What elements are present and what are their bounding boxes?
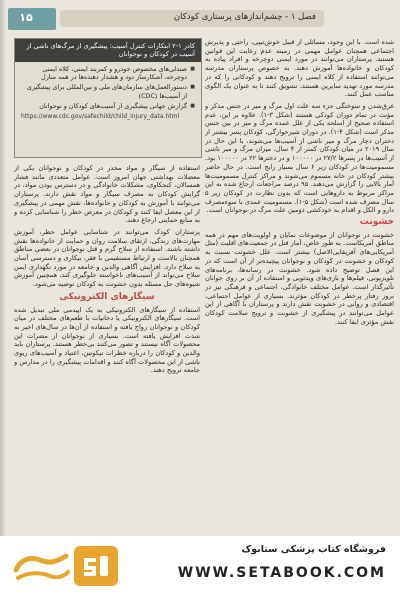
box-bullet-item: ■ دستورالعمل‌های سازمان‌های ملی و بین‌المللی برای پیشگیری از آسیب‌ها (CDC) bbox=[21, 83, 195, 100]
store-name: فروشگاه کتاب پزشکی ستابوک bbox=[241, 544, 386, 555]
box-source-url: https://www.cdc.gov/safechild/child_injury_data.html bbox=[21, 112, 180, 120]
page-binding-shadow bbox=[0, 0, 6, 536]
box-bullet-item: ■ صندلی‌های مخصوص خودرو و کمربند ایمنی، کلاه ایمنی دوچرخه، آشکارساز دود و هشدار دهنده‌ها در همه منازل bbox=[21, 65, 195, 82]
paragraph: شده است. با این وجود، مسائلی از قبیل خوش‌تیپی، راحتی و پذیرش اجتماعی همچنان عوامل مهمی در زمینه عدم رعایت این قوانین هستند. پرستاران می‌توانند در مورد ایمنی دوچرخه و افراد پیاده به کودکان و خانواده‌ها آموزش دهند. به خصوص پرستاران مدرسه می‌توانند استفاده از کلاه ایمنی را ترویج دهند و کودکانی را که در مدرسه مورد تهدید سایرین هستند، تشویق کنند تا به عنوان یک الگوی مناسب عمل کنند. bbox=[205, 38, 394, 99]
paragraph: استفاده از سیگار و مواد مخدر در کودکان و نوجوانان یکی از معضلات بهداشتی جهان امروز است. عوامل متعددی مانند فشار همسالان، کنجکاوی، مشکلات خانوادگی و در دسترس بودن مواد، در گرایش کودکان به مصرف سیگار و مواد نقش دارند. پرستاران می‌توانند با آموزش به کودکان و خانواده‌ها، نقش مهمی در پیشگیری از این معضل ایفا کنند و کودکان در معرض خطر را شناسایی کرده و به منابع حمایتی ارجاع دهند. bbox=[14, 164, 200, 225]
section-heading-e-cigarettes: سیگارهای الکترونیکی bbox=[59, 291, 155, 302]
paragraph: پرستاران کودک می‌توانند در شناسایی عوامل خطر، آموزش مهارت‌های زندگی، ارتقای سلامت روان و حمایت از خانواده‌ها نقش داشته باشند. استفاده از سلاح گرم و قتل نوجوانان در بعضی مناطق همچنان بالاست و ارتباط مستقیمی با فقر، بیکاری و دسترسی آسان به سلاح دارد. افزایش آگاهی والدین و جامعه در مورد نگهداری ایمن سلاح می‌تواند از آسیب‌های ناخواسته جلوگیری کند. همچنین آموزش شیوه‌های حل مسئله بدون خشونت به کودکان توصیه می‌شود. bbox=[14, 227, 200, 289]
box-bullet-item: ■ گزارش جهانی پیشگیری از آسیب‌های کودکان و نوجوانان bbox=[21, 102, 195, 110]
left-text-column bbox=[14, 164, 200, 529]
page-number: ۱۵ bbox=[19, 11, 33, 24]
paragraph: غرق‌شدن و سوختگی جزء سه علت اول مرگ و میر در جنس مذکر و مؤنث در تمام دوران کودکی هستند (شکل ۳-۱). علاوه بر این، عدم استفاده صحیح از اسلحه یکی از علل عمده مرگ و میر در بین جنس مذکر است (شکل ۴-۱). در دوران شیرخوارگی، کودکان پسر بیشتر از دختران دچار مرگ و میر ناشی از آسیب‌ها می‌شوند، با این حال در سال ۲۰۱۹ در میان کودکان کمتر از ۴ سال، میزان مرگ و میر ناشی از آسیب‌ها در پسرها ۲۷/۲ در ۱۰۰۰۰۰ و در دخترها ۲۲ در ۱۰۰۰۰۰ بود. مسمومیت‌ها در کودکان زیر ۶ سال بسیار رایج است. در حال حاضر بیشتر کودکان در خانه مسموم می‌شوند و مراکز کنترل مسمومیت‌ها آمار بالایی را گزارش می‌دهند. ۹۵ درصد مراجعات ارجاع شده به این مراکز مربوط به داروهایی است که بدون نظارت در کودکان زیر ۵ سال مصرف شده است (شکل ۵-۱). مسمومیت عمدی با سوءمصرف دارو و الکل و اقدام به خودکشی دومین علت مرگ در نوجوانان است. bbox=[205, 101, 394, 215]
chapter-header bbox=[0, 6, 400, 32]
section-heading-violence: خشونت bbox=[359, 217, 394, 228]
right-text-column bbox=[205, 38, 394, 490]
box-heading: کادر ۱-۲ ابتکارات کنترل آسیب: پیشگیری از مرگ‌های ناشی از آسیب در کودکان و نوجوانان bbox=[15, 39, 201, 62]
store-url[interactable]: WWW.SETABOOK.COM bbox=[177, 565, 386, 581]
injury-control-box bbox=[14, 38, 202, 158]
paragraph: خشونت در نوجوانان از موضوعات نمایان و اولویت‌های مهم در همه مناطق آمریکاست. به طور خاص، آمار قتل در جمعیت‌های اقلیت (مثل آمریکایی‌های آفریقایی‌الاصل) بیشتر است. علل خشونت نسبت به کودکان و خشونت در کودکان و نوجوانان پیچیده‌تر از آن است که در این فصل توضیح داده شود. خشونت در رسانه‌ها، برنامه‌های تلویزیونی، فیلم‌ها و بازی‌های ویدئویی و استفاده از آن بر روی جوانان تأثیرگذار است. عوامل مختلف خانوادگی، اجتماعی و فرهنگی نیز در بروز رفتار پرخطر در کودکان مؤثرند. بسیاری از عوامل اجتماعی، اقتصادی و روانی در خشونت نقش دارند و پرستاران با آگاهی از این عوامل می‌توانند در پیشگیری از خشونت و ترویج سلامت کودکان نقش مؤثری ایفا کنند. bbox=[205, 230, 394, 326]
paragraph: استفاده از سیگارهای الکترونیکی به یک اپیدمی ملی تبدیل شده است. سیگارهای الکترونیکی یا دخانیات با طعم‌های مختلف در میان کودکان و نوجوانان رواج یافته و استفاده از آن‌ها در سال‌های اخیر به شدت افزایش یافته است. بسیاری از نوجوانان از مضرات این محصولات آگاه نیستند و تصور می‌کنند بی‌خطر هستند. پرستاران باید والدین و کودکان را درباره خطرات نیکوتین، اعتیاد و آسیب‌های ریوی ناشی از این محصولات آگاه کنند و اقدامات پیشگیری را در مدارس و جامعه ترویج دهند. bbox=[14, 305, 200, 375]
setabook-logo-icon bbox=[10, 542, 122, 590]
chapter-title: فصل ۱ - چشم‌اندازهای پرستاری کودکان bbox=[173, 12, 316, 22]
box-body bbox=[15, 62, 201, 124]
